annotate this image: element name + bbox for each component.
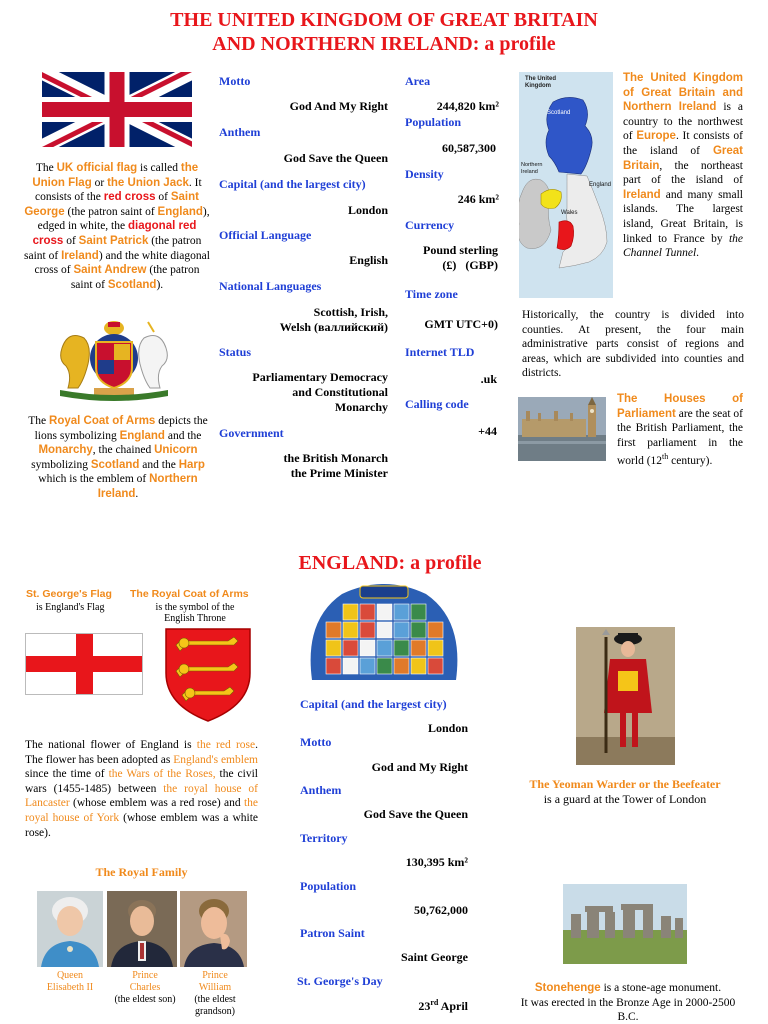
eng-fact-label-patron-saint: Patron Saint [300,926,365,940]
eng-fact-label-st-georges-day: St. George's Day [297,974,383,988]
fact-label-national-languages: National Languages [219,279,322,293]
highlight-houses-of-parliament: The Houses of Parliament [617,393,743,420]
collage-tile [394,622,409,638]
text-run: is a stone-age monument. [600,982,722,994]
highlight-wars-of-roses: the Wars of the Roses, [108,768,216,781]
eng-fact-value-anthem: God Save the Queen [363,807,468,821]
highlight-monarchy: Monarchy [38,444,93,457]
highlight-saint-patrick: Saint Patrick [78,234,149,247]
eng-fact-value-population: 50,762,000 [414,903,468,917]
text-run: The [28,415,50,427]
text-run: . The flower has been adopted as [25,739,258,766]
collage-tile [343,658,358,674]
england-coat-of-arms [162,627,254,723]
stonehenge-photo [563,884,687,964]
england-section-title: ENGLAND: a profile [298,552,482,574]
text-run: are the seat of the British Parliament, the first parliament in the world (12 [617,407,743,468]
eng-fact-label-population: Population [300,879,357,893]
highlight-red-cross: red cross [103,191,156,204]
uk-royal-coat-of-arms [50,318,178,402]
collage-tile [411,658,426,674]
collage-tile [343,640,358,656]
collage-tile [360,604,375,620]
text-run: (whose emblem was a white rose). [25,811,258,839]
stonehenge-paragraph [510,981,746,1024]
eng-fact-value-st-georges-day [300,998,468,1014]
text-run: depicts the lions symbolizing [34,415,208,442]
text-run: is called [137,162,181,174]
text-run: (the patron saint of [64,205,158,218]
eng-fact-value-capital: London [427,721,468,735]
eng-fact-label-capital: Capital (and the largest city) [300,697,447,711]
fact-label-area: Area [405,74,431,88]
national-flower-paragraph [25,738,258,840]
page-title [0,8,768,56]
collage-tile [411,604,426,620]
text-run: or [91,176,108,189]
yeoman-text: is a guard at the Tower of London [543,792,707,806]
map-label-northern-ireland: Northern Ireland [521,162,543,175]
highlight-england: England [157,205,203,218]
text-run: of [63,234,79,247]
queen-photo [37,891,103,967]
collage-tile [343,604,358,620]
fact-label-time-zone: Time zone [405,287,458,301]
england-coat-heading: The Royal Coat of Arms [130,588,249,600]
collage-tile [428,640,443,656]
map-title: The United Kingdom [525,76,556,89]
family-name-line: Elisabeth II [46,982,94,993]
text-run: which is the emblem of [38,473,150,486]
text-run: (the patron saint of [24,234,202,262]
prince-charles-photo [107,891,177,967]
collage-tile [326,640,341,656]
st-georges-flag-heading: St. George's Flag [26,588,112,600]
text-run: ), edged in white, the [37,205,210,233]
collage-tile [377,640,392,656]
text-run: . It consists of the island of [623,130,743,157]
yeoman-heading: The Yeoman Warder or the Beefeater [529,777,721,791]
text-run: The [35,162,57,174]
fact-value-calling-code: +44 [478,424,497,438]
fact-value-time-zone: GMT UTC+0) [424,317,498,331]
st-georges-flag [25,633,143,695]
map-label-england: England [589,182,612,188]
highlight-harp: Harp [178,458,205,471]
fact-label-anthem: Anthem [219,125,261,139]
highlight-house-of-lancaster: the royal house of Lancaster [25,782,259,810]
highlight-saint-andrew: Saint Andrew [73,264,147,277]
highlight-unicorn: Unicorn [154,444,198,457]
highlight-scotland: Scotland [107,278,157,291]
text-run: century). [668,455,713,468]
text-run: It was erected in the Bronze Age in 2000-2500 B.C. [520,996,736,1024]
union-jack-flag [42,72,192,147]
fact-label-calling-code: Calling code [405,397,469,411]
text-run: and many small islands. The largest island, Great Britain, is linked to France by [623,188,743,245]
text-run: ). [156,278,164,291]
fact-label-currency: Currency [405,218,455,232]
fact-value-density: 246 km² [457,192,499,206]
text-run: th [662,452,669,462]
highlight-union-flag: the Union Flag [32,162,199,189]
text-run: (whose emblem was a red rose) and [69,797,244,810]
houses-of-parliament-photo [518,397,606,461]
uk-flag-description [24,161,210,292]
family-name-line: Prince [132,970,158,981]
highlight-uk-official-flag: UK official flag [56,162,138,174]
fact-value-official-language: English [349,253,388,267]
map-label-scotland: Scotland [547,110,571,116]
highlight-royal-coat-of-arms: Royal Coat of Arms [49,415,156,427]
collage-tile [394,604,409,620]
text-run: the civil wars (1455-1485) between [25,768,258,795]
fact-value-national-languages-2: Welsh (валлийский) [279,320,388,334]
page-title-line1: THE UNITED KINGDOM OF GREAT BRITAIN [170,9,598,31]
eng-fact-value-motto: God and My Right [371,760,468,774]
text-run: since the time of [25,768,109,781]
highlight-scotland: Scotland [90,458,140,471]
fact-value-population: 60,587,300 [442,141,496,155]
family-name-line: Queen [56,970,84,981]
england-coat-caption: is the symbol of the English Throne [155,602,235,624]
family-name-queen [37,970,103,994]
text-run: . It consists of the [35,176,202,204]
text-run: 23 [418,999,431,1013]
collage-tile [428,658,443,674]
st-georges-flag-caption: is England's Flag [36,602,105,613]
fact-value-government-1: the British Monarch [283,451,388,465]
collage-tile [428,622,443,638]
collage-tile [377,622,392,638]
text-run: April [438,999,468,1013]
page-title-line2: AND NORTHERN IRELAND: a profile [212,33,556,55]
parliament-paragraph [617,392,743,469]
highlight-red-rose: the red rose [196,739,256,751]
collage-tile [377,604,392,620]
fact-value-capital: London [347,203,388,217]
text-run: symbolizing [31,458,91,471]
fact-value-national-languages-1: Scottish, Irish, [313,305,388,319]
highlight-diagonal-red-cross: diagonal red cross [32,220,197,247]
collage-tile [394,640,409,656]
text-run: (the patron saint of [70,264,200,291]
text-run: . [696,247,700,260]
text-run: ) and the white diagonal cross of [34,249,210,277]
uk-coat-of-arms-description [24,414,212,502]
highlight-channel-tunnel: the Channel Tunnel [623,232,743,260]
beefeater-photo [576,627,675,765]
fact-value-status-2: and Constitutional [292,385,388,399]
eng-fact-label-anthem: Anthem [300,783,342,797]
highlight-great-britain: Great Britain [623,144,743,172]
collage-tile [326,658,341,674]
text-run: and the [164,429,202,442]
map-label-wales: Wales [561,210,578,216]
text-run: is a country to the northwest of [623,101,743,143]
collage-tile [360,640,375,656]
highlight-englands-emblem: England's emblem [173,753,258,766]
fact-label-internet-tld: Internet TLD [405,345,475,359]
fact-value-motto: God And My Right [289,99,388,113]
collage-tile [394,658,409,674]
fact-value-status-1: Parliamentary Democracy [252,370,388,384]
highlight-northern-ireland: Northern Ireland [97,473,198,500]
fact-value-area: 244,820 km² [436,99,499,113]
highlight-house-of-york: the royal house of York [25,797,258,824]
uk-history-paragraph: Historically, the country is divided into counties. At present, the four main administrative parts consist of regions and areas, which are subdivided into counties and districts. [522,309,744,380]
family-name-charles [107,970,183,1006]
fact-value-anthem: God Save the Queen [283,151,388,165]
highlight-stonehenge: Stonehenge [534,982,601,994]
text-run: of [155,191,171,204]
fact-label-density: Density [405,167,444,181]
text-run: rd [430,998,439,1007]
fact-label-status: Status [219,345,252,359]
text-run: and the [139,458,179,471]
royal-family-heading: The Royal Family [95,865,188,879]
fact-label-population: Population [405,115,462,129]
highlight-england: England [119,429,165,442]
family-name-line: Charles [129,982,161,993]
eng-fact-value-patron-saint: Saint George [401,950,468,964]
fact-label-capital: Capital (and the largest city) [219,177,366,191]
fact-value-internet-tld: .uk [480,372,497,386]
highlight-united-kingdom: The United Kingdom of Great Britain and Northern Ireland [623,72,743,114]
family-note: (the eldest son) [114,994,176,1005]
family-name-william [184,970,246,1018]
collage-tile [411,622,426,638]
collage-tile [360,658,375,674]
text-run: . [135,487,139,500]
collage-tile [411,640,426,656]
fact-value-currency-2: (£) (GBP) [442,258,498,272]
fact-value-government-2: the Prime Minister [290,466,388,480]
eng-fact-value-territory: 130,395 km² [405,855,468,869]
fact-value-currency-1: Pound sterling [422,243,498,257]
family-note: (the eldest grandson) [194,994,236,1017]
family-name-line: Prince [202,970,228,981]
highlight-saint-george: Saint George [24,191,199,218]
uk-map [519,72,613,298]
fact-label-motto: Motto [219,74,251,88]
fact-value-status-3: Monarchy [334,400,388,414]
text-run: The national flower of England is [25,739,197,751]
collage-tile [377,658,392,674]
collage-tile [360,622,375,638]
collage-tile [343,622,358,638]
fact-label-official-language: Official Language [219,228,312,242]
highlight-ireland: Ireland [61,249,99,262]
highlight-union-jack: the Union Jack [107,176,189,189]
prince-william-photo [180,891,247,967]
family-name-line: William [198,982,232,993]
text-run: , the chained [92,444,155,457]
highlight-europe: Europe [636,130,676,143]
eng-fact-label-motto: Motto [300,735,332,749]
fact-label-government: Government [219,426,284,440]
uk-intro-paragraph [623,71,743,261]
text-run: , the northeast part of the island of [623,159,743,187]
collage-tile [326,622,341,638]
highlight-ireland: Ireland [623,188,661,201]
eng-fact-label-territory: Territory [300,831,348,845]
england-souvenir-collage [306,578,462,684]
